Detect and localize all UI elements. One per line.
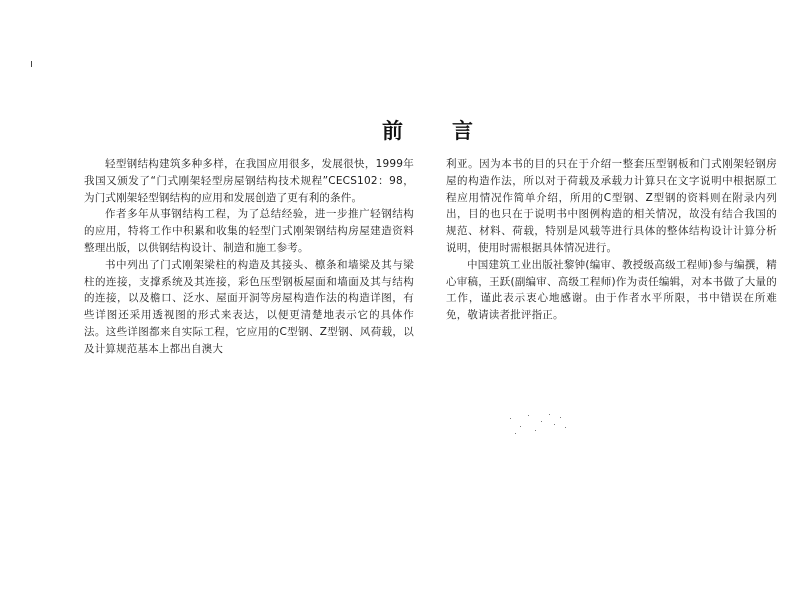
paragraph: 轻型钢结构建筑多种多样，在我国应用很多，发展很快，1999年我国又颁发了“门式刚架轻型房屋钢结构技术规程”CECS102：98，为门式刚架轻型钢结构的应用和发展创造了更有利的条件。	[84, 158, 414, 204]
left-text-column	[84, 156, 414, 358]
scan-speckles	[508, 412, 568, 438]
scan-edge-mark	[31, 61, 32, 67]
page-title	[0, 118, 793, 148]
title-char-1: 前	[382, 118, 403, 143]
paragraph: 中国建筑工业出版社黎钟(编审、教授级高级工程师)参与编撰，精心审稿，王跃(副编审、高级工程师)作为责任编辑，对本书做了大量的工作，谨此表示衷心地感谢。由于作者水平所限，书中错误在所难免，敬请读者批评指正。	[446, 258, 777, 322]
right-text-column	[446, 156, 777, 324]
paragraph-continued: 利亚。因为本书的目的只在于介绍一整套压型钢板和门式刚架轻钢房屋的构造作法，所以对于荷载及承载力计算只在文字说明中根据原工程应用情况作简单介绍，所用的C型钢、Z型钢的资料则在附录内列出，目的也只在于说明书中图例构造的相关情况，故没有结合我国的规范、材料、荷载，特别是风载等进行具体的整体结构设计计算分析说明，使用时需根据具体情况进行。	[446, 158, 777, 254]
paragraph: 作者多年从事钢结构工程，为了总结经验，进一步推广轻钢结构的应用，特将工作中积累和收集的轻型门式刚架钢结构房屋建造资料整理出版，以供钢结构设计、制造和施工参考。	[84, 208, 414, 254]
paragraph: 书中列出了门式刚架梁柱的构造及其接头、檩条和墙梁及其与梁柱的连接，支撑系统及其连接，彩色压型钢板屋面和墙面及其与结构的连接，以及檐口、泛水、屋面开洞等房屋构造作法的构造详图，有些详图还采用透视图的形式来表达，以便更清楚地表示它的具体作法。这些详图都来自实际工程，它应用的C型钢、Z型钢、风荷载，以及计算规范基本上都出自澳大	[84, 258, 414, 355]
title-char-2: 言	[452, 118, 473, 143]
